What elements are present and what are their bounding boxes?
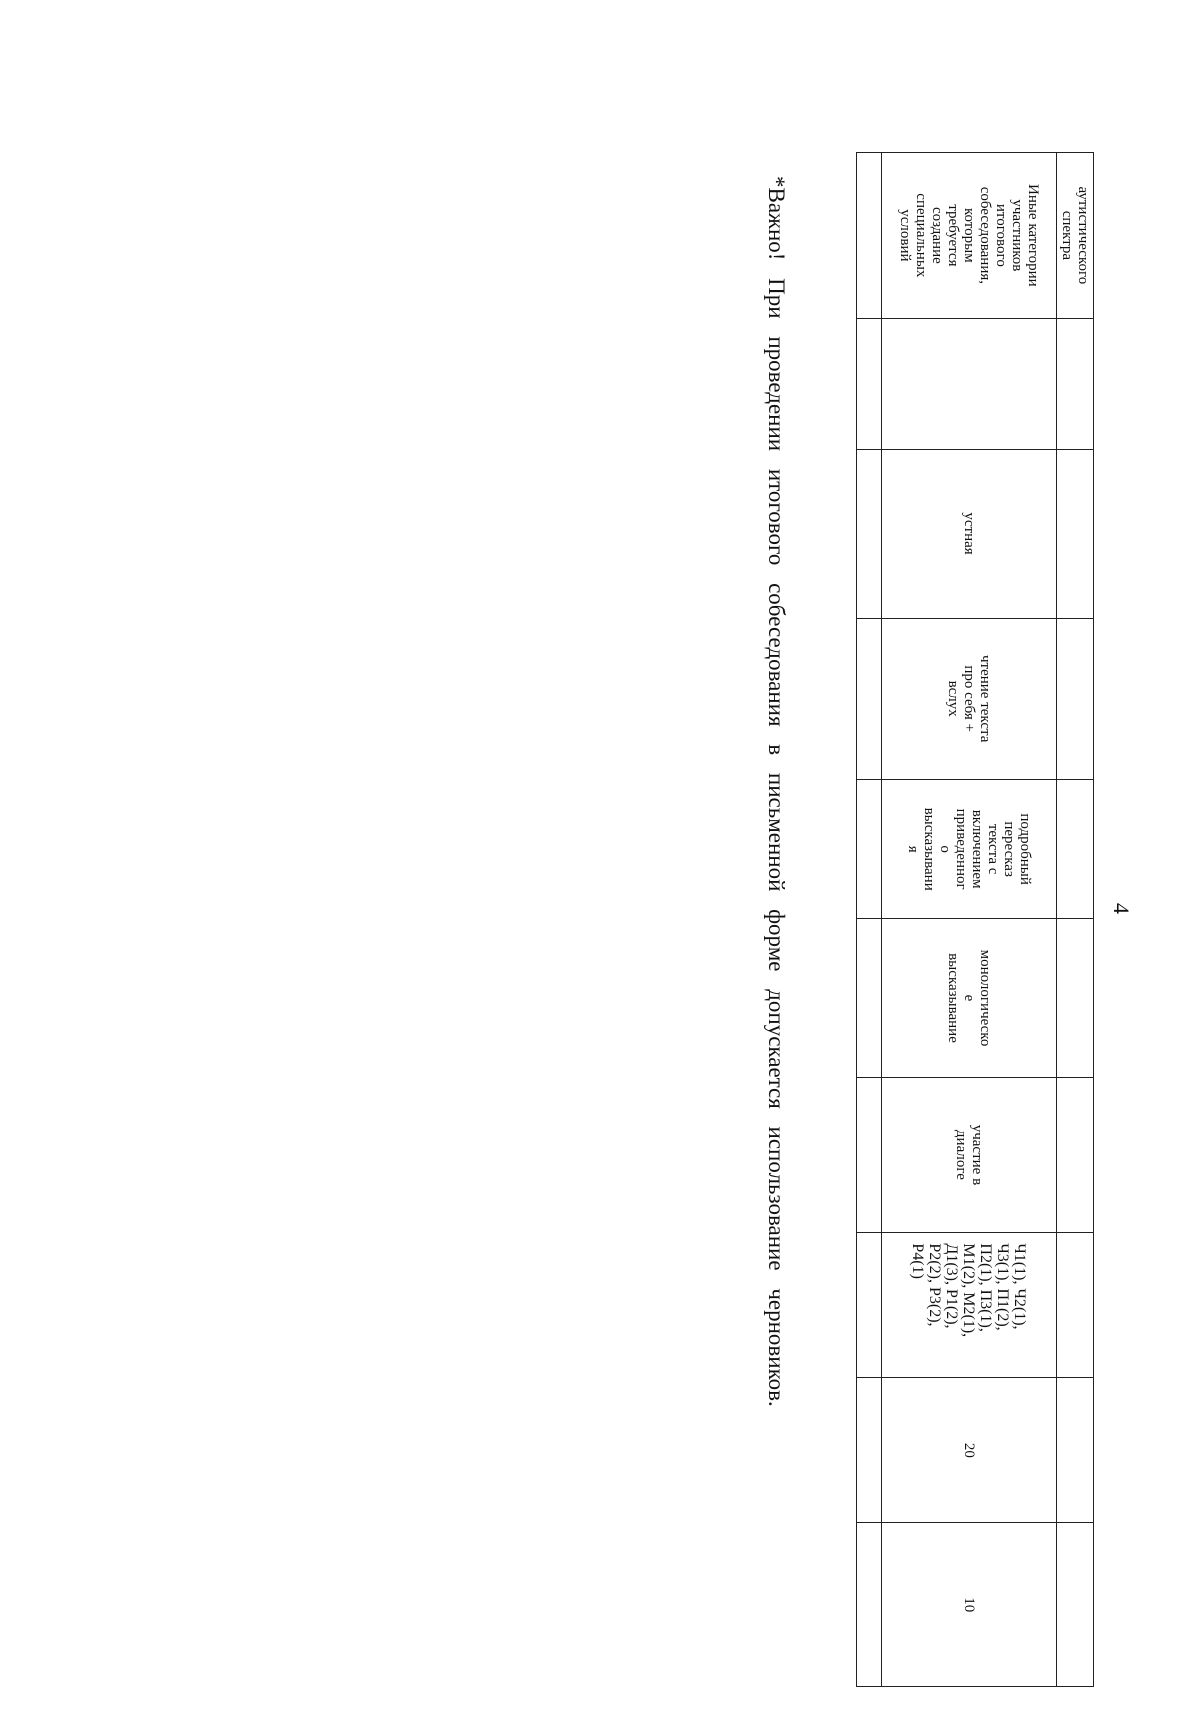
category-cell: Иные категории участников итогового собеседования, которым требуется создание специальных условий: [882, 153, 1057, 319]
empty-cell: [857, 779, 882, 919]
max-score-cell: 20: [882, 1378, 1057, 1523]
empty-cell: [1057, 618, 1094, 779]
empty-cell: [857, 618, 882, 779]
empty-cell: [1057, 1523, 1094, 1687]
table-row: [1057, 153, 1094, 1687]
page-number: 4: [1109, 903, 1134, 914]
empty-cell: [1057, 449, 1094, 618]
empty-cell: [882, 318, 1057, 449]
table-row: [882, 153, 1057, 1687]
min-score-cell: 10: [882, 1523, 1057, 1687]
important-note: *Важно! При проведении итогового собеседования в письменной форме допускается использование черновиков.: [764, 176, 789, 1407]
empty-cell: [1057, 919, 1094, 1077]
empty-cell: [1057, 779, 1094, 919]
category-cell: аутистического спектра: [1057, 153, 1094, 319]
task2-cell: подробный пересказ текста с включением приведенног о высказывани я: [882, 779, 1057, 919]
special-conditions-table: [856, 152, 1094, 1687]
empty-cell: [857, 153, 882, 319]
empty-cell: [857, 1233, 882, 1378]
form-cell: устная: [882, 449, 1057, 618]
task1-cell: чтение текста про себя + вслух: [882, 618, 1057, 779]
criteria-cell: Ч1(1), Ч2(1), Ч3(1), П1(2), П2(1), П3(1), М1(2), М2(1), Д1(3), Р1(2), Р2(2), Р3(2), Р4(1): [882, 1233, 1057, 1378]
empty-cell: [1057, 1077, 1094, 1233]
empty-cell: [1057, 1378, 1094, 1523]
empty-cell: [1057, 318, 1094, 449]
empty-cell: [857, 1077, 882, 1233]
empty-cell: [857, 1378, 882, 1523]
table-row: [857, 153, 882, 1687]
empty-cell: [857, 318, 882, 449]
empty-cell: [857, 449, 882, 618]
task3-cell: монологическо е высказывание: [882, 919, 1057, 1077]
empty-cell: [857, 1523, 882, 1687]
empty-cell: [1057, 1233, 1094, 1378]
task4-cell: участие в диалоге: [882, 1077, 1057, 1233]
empty-cell: [857, 919, 882, 1077]
